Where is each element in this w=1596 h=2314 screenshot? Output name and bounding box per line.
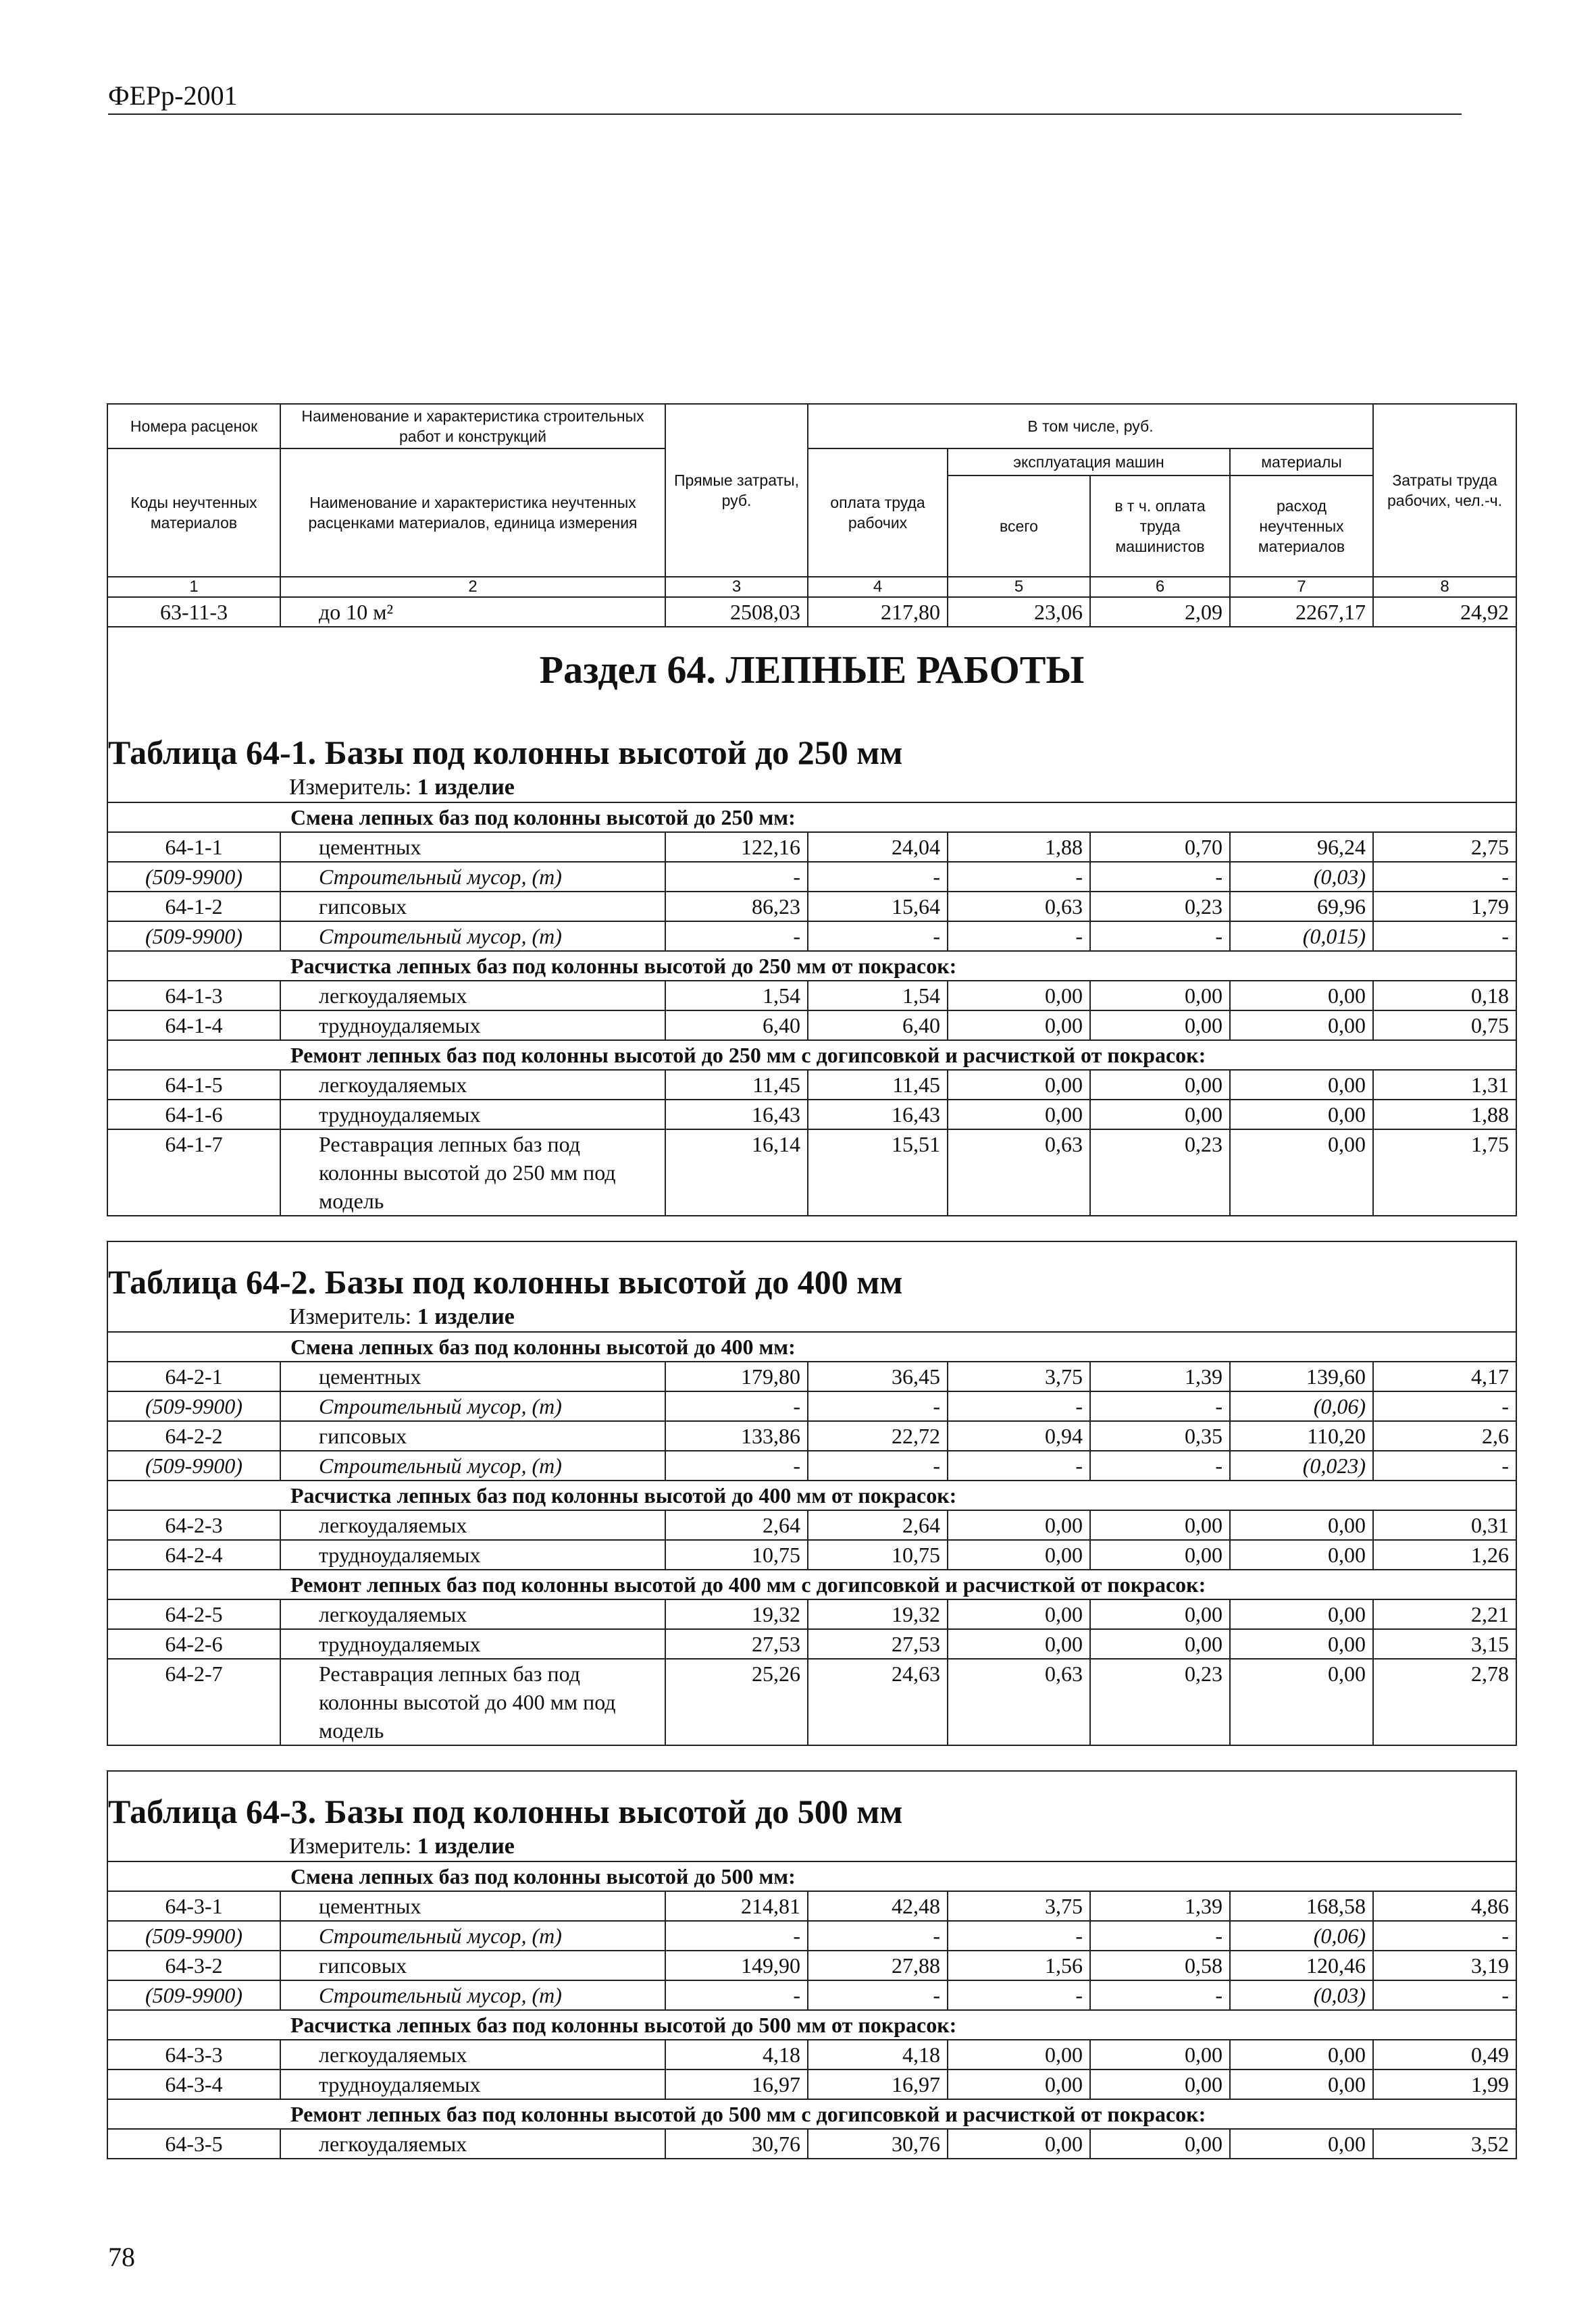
machinists-pay: - [1090, 1391, 1230, 1421]
column-number: 1 [107, 577, 280, 597]
table-row [107, 1391, 1516, 1421]
labor-hours: 2,21 [1373, 1599, 1516, 1629]
direct-costs: - [665, 862, 808, 892]
header-material-name: Наименование и характеристика неучтенных расценками материалов, единица измерения [280, 448, 665, 577]
direct-costs: 1,54 [665, 981, 808, 1010]
machinists-pay: - [1090, 921, 1230, 951]
materials-cost: 0,00 [1230, 1100, 1373, 1129]
labor-pay: 217,80 [808, 597, 948, 627]
group-heading-row [107, 2010, 1516, 2040]
material-code: (509-9900) [107, 921, 280, 951]
table-row [107, 2129, 1516, 2159]
group-heading: Расчистка лепных баз под колонны высотой до 400 мм от покрасок: [107, 1481, 1516, 1510]
rate-name: легкоудаляемых [280, 2129, 665, 2159]
machinists-pay: 0,00 [1090, 1599, 1230, 1629]
material-name: Строительный мусор, (т) [280, 1391, 665, 1421]
measure-label: Измеритель: [289, 1304, 412, 1329]
labor-hours: 3,15 [1373, 1629, 1516, 1659]
rate-code: 64-2-1 [107, 1362, 280, 1391]
header-materials: материалы [1230, 448, 1373, 475]
labor-pay: 11,45 [808, 1070, 948, 1100]
table-row [107, 1421, 1516, 1451]
machinists-pay: - [1090, 1980, 1230, 2010]
machines-total: 0,94 [948, 1421, 1090, 1451]
labor-pay: 16,43 [808, 1100, 948, 1129]
material-code: (509-9900) [107, 862, 280, 892]
rate-name: трудноудаляемых [280, 2069, 665, 2099]
header-rate-numbers: Номера расценок [107, 404, 280, 448]
rate-code: 64-1-7 [107, 1129, 280, 1216]
rate-code: 64-3-4 [107, 2069, 280, 2099]
machines-total: 0,00 [948, 1510, 1090, 1540]
rate-name: трудноудаляемых [280, 1010, 665, 1040]
table-row [107, 1362, 1516, 1391]
column-number: 2 [280, 577, 665, 597]
materials-cost: (0,023) [1230, 1451, 1373, 1481]
labor-hours: 2,6 [1373, 1421, 1516, 1451]
table-row [107, 1070, 1516, 1100]
machinists-pay: 0,23 [1090, 1659, 1230, 1745]
table-64-2 [107, 1216, 1516, 1745]
table-row [107, 1951, 1516, 1980]
machinists-pay: - [1090, 1921, 1230, 1951]
labor-hours: 1,99 [1373, 2069, 1516, 2099]
rate-code: 64-1-1 [107, 832, 280, 862]
labor-hours: 4,86 [1373, 1891, 1516, 1921]
materials-cost: (0,06) [1230, 1921, 1373, 1951]
measure-label: Измеритель: [289, 1834, 412, 1859]
labor-pay: - [808, 1391, 948, 1421]
labor-hours: 0,18 [1373, 981, 1516, 1010]
machinists-pay: 0,00 [1090, 1629, 1230, 1659]
header-rule [108, 113, 1462, 115]
rate-code: 64-2-3 [107, 1510, 280, 1540]
rate-name: легкоудаляемых [280, 2040, 665, 2069]
machines-total: 23,06 [948, 597, 1090, 627]
rate-code: 64-2-5 [107, 1599, 280, 1629]
materials-cost: 0,00 [1230, 1599, 1373, 1629]
materials-cost: 0,00 [1230, 1010, 1373, 1040]
material-name: Строительный мусор, (т) [280, 1980, 665, 2010]
table-row [107, 862, 1516, 892]
rate-code: 64-3-3 [107, 2040, 280, 2069]
materials-cost: 0,00 [1230, 1540, 1373, 1570]
direct-costs: 214,81 [665, 1891, 808, 1921]
table-64-1 [107, 713, 1516, 1216]
rate-code: 64-2-2 [107, 1421, 280, 1451]
materials-cost: (0,015) [1230, 921, 1373, 951]
rate-name: гипсовых [280, 1951, 665, 1980]
direct-costs: 179,80 [665, 1362, 808, 1391]
direct-costs: - [665, 921, 808, 951]
column-numbers-row [107, 577, 1516, 597]
group-heading-row [107, 1861, 1516, 1891]
table-row [107, 1129, 1516, 1216]
machinists-pay: 1,39 [1090, 1891, 1230, 1921]
rate-code: 64-1-4 [107, 1010, 280, 1040]
rate-code: 63-11-3 [107, 597, 280, 627]
direct-costs: - [665, 1980, 808, 2010]
column-number: 6 [1090, 577, 1230, 597]
labor-pay: - [808, 862, 948, 892]
labor-hours: 0,49 [1373, 2040, 1516, 2069]
group-heading-row [107, 1040, 1516, 1070]
rate-name: Реставрация лепных баз под колонны высотой до 400 мм под модель [280, 1659, 665, 1745]
machines-total: 0,00 [948, 1070, 1090, 1100]
rate-code: 64-1-6 [107, 1100, 280, 1129]
rate-code: 64-1-2 [107, 892, 280, 921]
table-row [107, 892, 1516, 921]
material-code: (509-9900) [107, 1451, 280, 1481]
labor-hours: - [1373, 1921, 1516, 1951]
rate-name: цементных [280, 832, 665, 862]
labor-pay: 1,54 [808, 981, 948, 1010]
table-title: Таблица 64-2. Базы под колонны высотой до 400 мм [107, 1241, 1516, 1296]
header-including: В том числе, руб. [808, 404, 1373, 448]
group-heading-row [107, 951, 1516, 981]
group-heading-row [107, 1570, 1516, 1599]
labor-hours: 1,79 [1373, 892, 1516, 921]
rate-name: трудноудаляемых [280, 1629, 665, 1659]
machinists-pay: 0,23 [1090, 892, 1230, 921]
header-machinists-pay: в т ч. оплата труда машинистов [1090, 475, 1230, 577]
labor-hours: 0,31 [1373, 1510, 1516, 1540]
group-heading-row [107, 2099, 1516, 2129]
machinists-pay: 0,00 [1090, 2069, 1230, 2099]
rate-name: легкоудаляемых [280, 1510, 665, 1540]
header-labor-hours: Затраты труда рабочих, чел.-ч. [1373, 404, 1516, 577]
materials-cost: 69,96 [1230, 892, 1373, 921]
group-heading: Ремонт лепных баз под колонны высотой до 500 мм с догипсовкой и расчисткой от покрасок: [107, 2099, 1516, 2129]
labor-pay: - [808, 1980, 948, 2010]
group-heading: Ремонт лепных баз под колонны высотой до 400 мм с догипсовкой и расчисткой от покрасок: [107, 1570, 1516, 1599]
labor-pay: 4,18 [808, 2040, 948, 2069]
rates-table [107, 403, 1517, 2159]
labor-pay: 24,63 [808, 1659, 948, 1745]
measure-value: 1 изделие [417, 1304, 515, 1329]
section-title: Раздел 64. ЛЕПНЫЕ РАБОТЫ [107, 627, 1516, 713]
materials-cost: 0,00 [1230, 1070, 1373, 1100]
machines-total: 0,00 [948, 1010, 1090, 1040]
materials-cost: (0,03) [1230, 1980, 1373, 2010]
materials-cost: 0,00 [1230, 1659, 1373, 1745]
group-heading: Ремонт лепных баз под колонны высотой до 250 мм с догипсовкой и расчисткой от покрасок: [107, 1040, 1516, 1070]
machines-total: - [948, 1980, 1090, 2010]
header-materials-usage: расход неучтенных материалов [1230, 475, 1373, 577]
measure-label: Измеритель: [289, 775, 412, 800]
machines-total: 0,00 [948, 1599, 1090, 1629]
machinists-pay: 0,00 [1090, 2129, 1230, 2159]
rate-name: легкоудаляемых [280, 1070, 665, 1100]
group-heading: Смена лепных баз под колонны высотой до 400 мм: [107, 1332, 1516, 1362]
labor-hours: - [1373, 921, 1516, 951]
table-title: Таблица 64-3. Базы под колонны высотой до 500 мм [107, 1771, 1516, 1826]
materials-cost: (0,03) [1230, 862, 1373, 892]
rate-code: 64-1-3 [107, 981, 280, 1010]
machines-total: 1,88 [948, 832, 1090, 862]
machines-total: - [948, 1921, 1090, 1951]
table-header [107, 404, 1516, 597]
machinists-pay: 0,70 [1090, 832, 1230, 862]
labor-pay: 30,76 [808, 2129, 948, 2159]
measure-row [107, 1826, 1516, 1861]
table-row [107, 921, 1516, 951]
table-row [107, 2069, 1516, 2099]
machines-total: 0,63 [948, 892, 1090, 921]
direct-costs: 4,18 [665, 2040, 808, 2069]
labor-hours: - [1373, 862, 1516, 892]
material-name: Строительный мусор, (т) [280, 921, 665, 951]
machines-total: 0,00 [948, 1100, 1090, 1129]
page-number: 78 [108, 2242, 135, 2272]
labor-hours: - [1373, 1391, 1516, 1421]
rate-code: 64-1-5 [107, 1070, 280, 1100]
material-name: Строительный мусор, (т) [280, 1451, 665, 1481]
rate-name: легкоудаляемых [280, 1599, 665, 1629]
machines-total: 0,00 [948, 2069, 1090, 2099]
direct-costs: 16,97 [665, 2069, 808, 2099]
header-machines: эксплуатация машин [948, 448, 1230, 475]
direct-costs: 2,64 [665, 1510, 808, 1540]
machines-total: - [948, 1391, 1090, 1421]
labor-pay: 24,04 [808, 832, 948, 862]
table-64-3 [107, 1745, 1516, 2159]
labor-hours: 4,17 [1373, 1362, 1516, 1391]
labor-hours: 2,78 [1373, 1659, 1516, 1745]
machinists-pay: 0,00 [1090, 1100, 1230, 1129]
labor-pay: 27,88 [808, 1951, 948, 1980]
table-row [107, 832, 1516, 862]
machinists-pay: 0,00 [1090, 1540, 1230, 1570]
labor-hours: 1,31 [1373, 1070, 1516, 1100]
machines-total: 3,75 [948, 1891, 1090, 1921]
measure-value: 1 изделие [417, 1834, 515, 1859]
direct-costs: 25,26 [665, 1659, 808, 1745]
machinists-pay: 0,23 [1090, 1129, 1230, 1216]
direct-costs: 122,16 [665, 832, 808, 862]
labor-pay: 19,32 [808, 1599, 948, 1629]
materials-cost: 0,00 [1230, 1510, 1373, 1540]
labor-pay: 2,64 [808, 1510, 948, 1540]
material-name: Строительный мусор, (т) [280, 862, 665, 892]
machines-total: 1,56 [948, 1951, 1090, 1980]
rate-code: 64-2-7 [107, 1659, 280, 1745]
column-number: 3 [665, 577, 808, 597]
machines-total: 0,63 [948, 1659, 1090, 1745]
rate-code: 64-3-1 [107, 1891, 280, 1921]
machinists-pay: 1,39 [1090, 1362, 1230, 1391]
labor-hours: - [1373, 1980, 1516, 2010]
labor-hours: 0,75 [1373, 1010, 1516, 1040]
materials-cost: 110,20 [1230, 1421, 1373, 1451]
materials-cost: (0,06) [1230, 1391, 1373, 1421]
rate-name: цементных [280, 1362, 665, 1391]
materials-cost: 96,24 [1230, 832, 1373, 862]
machinists-pay: 0,35 [1090, 1421, 1230, 1451]
labor-hours: 3,52 [1373, 2129, 1516, 2159]
labor-hours: - [1373, 1451, 1516, 1481]
machines-total: 0,00 [948, 1629, 1090, 1659]
table-row [107, 1540, 1516, 1570]
labor-pay: 6,40 [808, 1010, 948, 1040]
materials-cost: 139,60 [1230, 1362, 1373, 1391]
materials-cost: 120,46 [1230, 1951, 1373, 1980]
machinists-pay: - [1090, 1451, 1230, 1481]
header-direct-costs: Прямые затраты, руб. [665, 404, 808, 577]
table-row [107, 1010, 1516, 1040]
machinists-pay: 0,00 [1090, 981, 1230, 1010]
labor-hours: 3,19 [1373, 1951, 1516, 1980]
header-labor-pay: оплата труда рабочих [808, 448, 948, 577]
column-number: 4 [808, 577, 948, 597]
rate-code: 64-3-5 [107, 2129, 280, 2159]
labor-pay: 27,53 [808, 1629, 948, 1659]
labor-hours: 1,26 [1373, 1540, 1516, 1570]
labor-pay: 36,45 [808, 1362, 948, 1391]
materials-cost: 0,00 [1230, 981, 1373, 1010]
material-code: (509-9900) [107, 1921, 280, 1951]
materials-cost: 0,00 [1230, 2069, 1373, 2099]
rate-name: гипсовых [280, 892, 665, 921]
direct-costs: 19,32 [665, 1599, 808, 1629]
machinists-pay: 0,00 [1090, 1010, 1230, 1040]
direct-costs: 2508,03 [665, 597, 808, 627]
document-code: ФЕРр-2001 [108, 80, 238, 111]
labor-hours: 1,75 [1373, 1129, 1516, 1216]
direct-costs: - [665, 1391, 808, 1421]
direct-costs: 30,76 [665, 2129, 808, 2159]
table-row [107, 1629, 1516, 1659]
header-material-codes: Коды неучтенных материалов [107, 448, 280, 577]
column-number: 8 [1373, 577, 1516, 597]
materials-cost: 0,00 [1230, 1129, 1373, 1216]
labor-pay: 15,51 [808, 1129, 948, 1216]
direct-costs: 16,43 [665, 1100, 808, 1129]
material-code: (509-9900) [107, 1980, 280, 2010]
materials-cost: 168,58 [1230, 1891, 1373, 1921]
materials-cost: 0,00 [1230, 1629, 1373, 1659]
column-number: 7 [1230, 577, 1373, 597]
labor-pay: 15,64 [808, 892, 948, 921]
machines-total: - [948, 921, 1090, 951]
material-name: Строительный мусор, (т) [280, 1921, 665, 1951]
table-row [107, 1980, 1516, 2010]
direct-costs: 6,40 [665, 1010, 808, 1040]
machinists-pay: - [1090, 862, 1230, 892]
group-heading: Смена лепных баз под колонны высотой до 500 мм: [107, 1861, 1516, 1891]
table-row [107, 1891, 1516, 1921]
column-number: 5 [948, 577, 1090, 597]
machinists-pay: 2,09 [1090, 597, 1230, 627]
machines-total: 0,00 [948, 2040, 1090, 2069]
table-title: Таблица 64-1. Базы под колонны высотой до 250 мм [107, 713, 1516, 767]
labor-pay: - [808, 1921, 948, 1951]
direct-costs: 10,75 [665, 1540, 808, 1570]
direct-costs: - [665, 1451, 808, 1481]
group-heading: Расчистка лепных баз под колонны высотой до 500 мм от покрасок: [107, 2010, 1516, 2040]
materials-cost: 2267,17 [1230, 597, 1373, 627]
direct-costs: 133,86 [665, 1421, 808, 1451]
table-row [107, 1659, 1516, 1745]
rate-name: до 10 м² [280, 597, 665, 627]
table-row [107, 2040, 1516, 2069]
machines-total: - [948, 1451, 1090, 1481]
machines-total: - [948, 862, 1090, 892]
table-row [107, 1510, 1516, 1540]
labor-pay: - [808, 1451, 948, 1481]
measure-value: 1 изделие [417, 775, 515, 800]
group-heading: Расчистка лепных баз под колонны высотой до 250 мм от покрасок: [107, 951, 1516, 981]
rate-name: цементных [280, 1891, 665, 1921]
header-machines-total: всего [948, 475, 1090, 577]
machinists-pay: 0,00 [1090, 1070, 1230, 1100]
group-heading: Смена лепных баз под колонны высотой до 250 мм: [107, 802, 1516, 832]
machines-total: 0,00 [948, 1540, 1090, 1570]
direct-costs: - [665, 1921, 808, 1951]
machines-total: 0,00 [948, 2129, 1090, 2159]
table-row [107, 597, 1516, 627]
table-row [107, 1599, 1516, 1629]
rate-name: трудноудаляемых [280, 1540, 665, 1570]
materials-cost: 0,00 [1230, 2129, 1373, 2159]
rate-name: гипсовых [280, 1421, 665, 1451]
direct-costs: 149,90 [665, 1951, 808, 1980]
group-heading-row [107, 802, 1516, 832]
table-row [107, 981, 1516, 1010]
rate-code: 64-2-6 [107, 1629, 280, 1659]
materials-cost: 0,00 [1230, 2040, 1373, 2069]
table-row [107, 1451, 1516, 1481]
rate-name: Реставрация лепных баз под колонны высотой до 250 мм под модель [280, 1129, 665, 1216]
labor-hours: 2,75 [1373, 832, 1516, 862]
rate-name: легкоудаляемых [280, 981, 665, 1010]
table-row [107, 1921, 1516, 1951]
machinists-pay: 0,00 [1090, 1510, 1230, 1540]
machinists-pay: 0,00 [1090, 2040, 1230, 2069]
machines-total: 3,75 [948, 1362, 1090, 1391]
labor-pay: 10,75 [808, 1540, 948, 1570]
measure-row [107, 1296, 1516, 1332]
machinists-pay: 0,58 [1090, 1951, 1230, 1980]
direct-costs: 86,23 [665, 892, 808, 921]
material-code: (509-9900) [107, 1391, 280, 1421]
labor-pay: - [808, 921, 948, 951]
direct-costs: 11,45 [665, 1070, 808, 1100]
machines-total: 0,00 [948, 981, 1090, 1010]
labor-hours: 1,88 [1373, 1100, 1516, 1129]
labor-pay: 22,72 [808, 1421, 948, 1451]
rate-name: трудноудаляемых [280, 1100, 665, 1129]
table-row [107, 1100, 1516, 1129]
labor-pay: 42,48 [808, 1891, 948, 1921]
labor-pay: 16,97 [808, 2069, 948, 2099]
rate-code: 64-3-2 [107, 1951, 280, 1980]
machines-total: 0,63 [948, 1129, 1090, 1216]
group-heading-row [107, 1332, 1516, 1362]
rate-code: 64-2-4 [107, 1540, 280, 1570]
direct-costs: 16,14 [665, 1129, 808, 1216]
labor-hours: 24,92 [1373, 597, 1516, 627]
header-work-name: Наименование и характеристика строительных работ и конструкций [280, 404, 665, 448]
measure-row [107, 767, 1516, 802]
direct-costs: 27,53 [665, 1629, 808, 1659]
group-heading-row [107, 1481, 1516, 1510]
